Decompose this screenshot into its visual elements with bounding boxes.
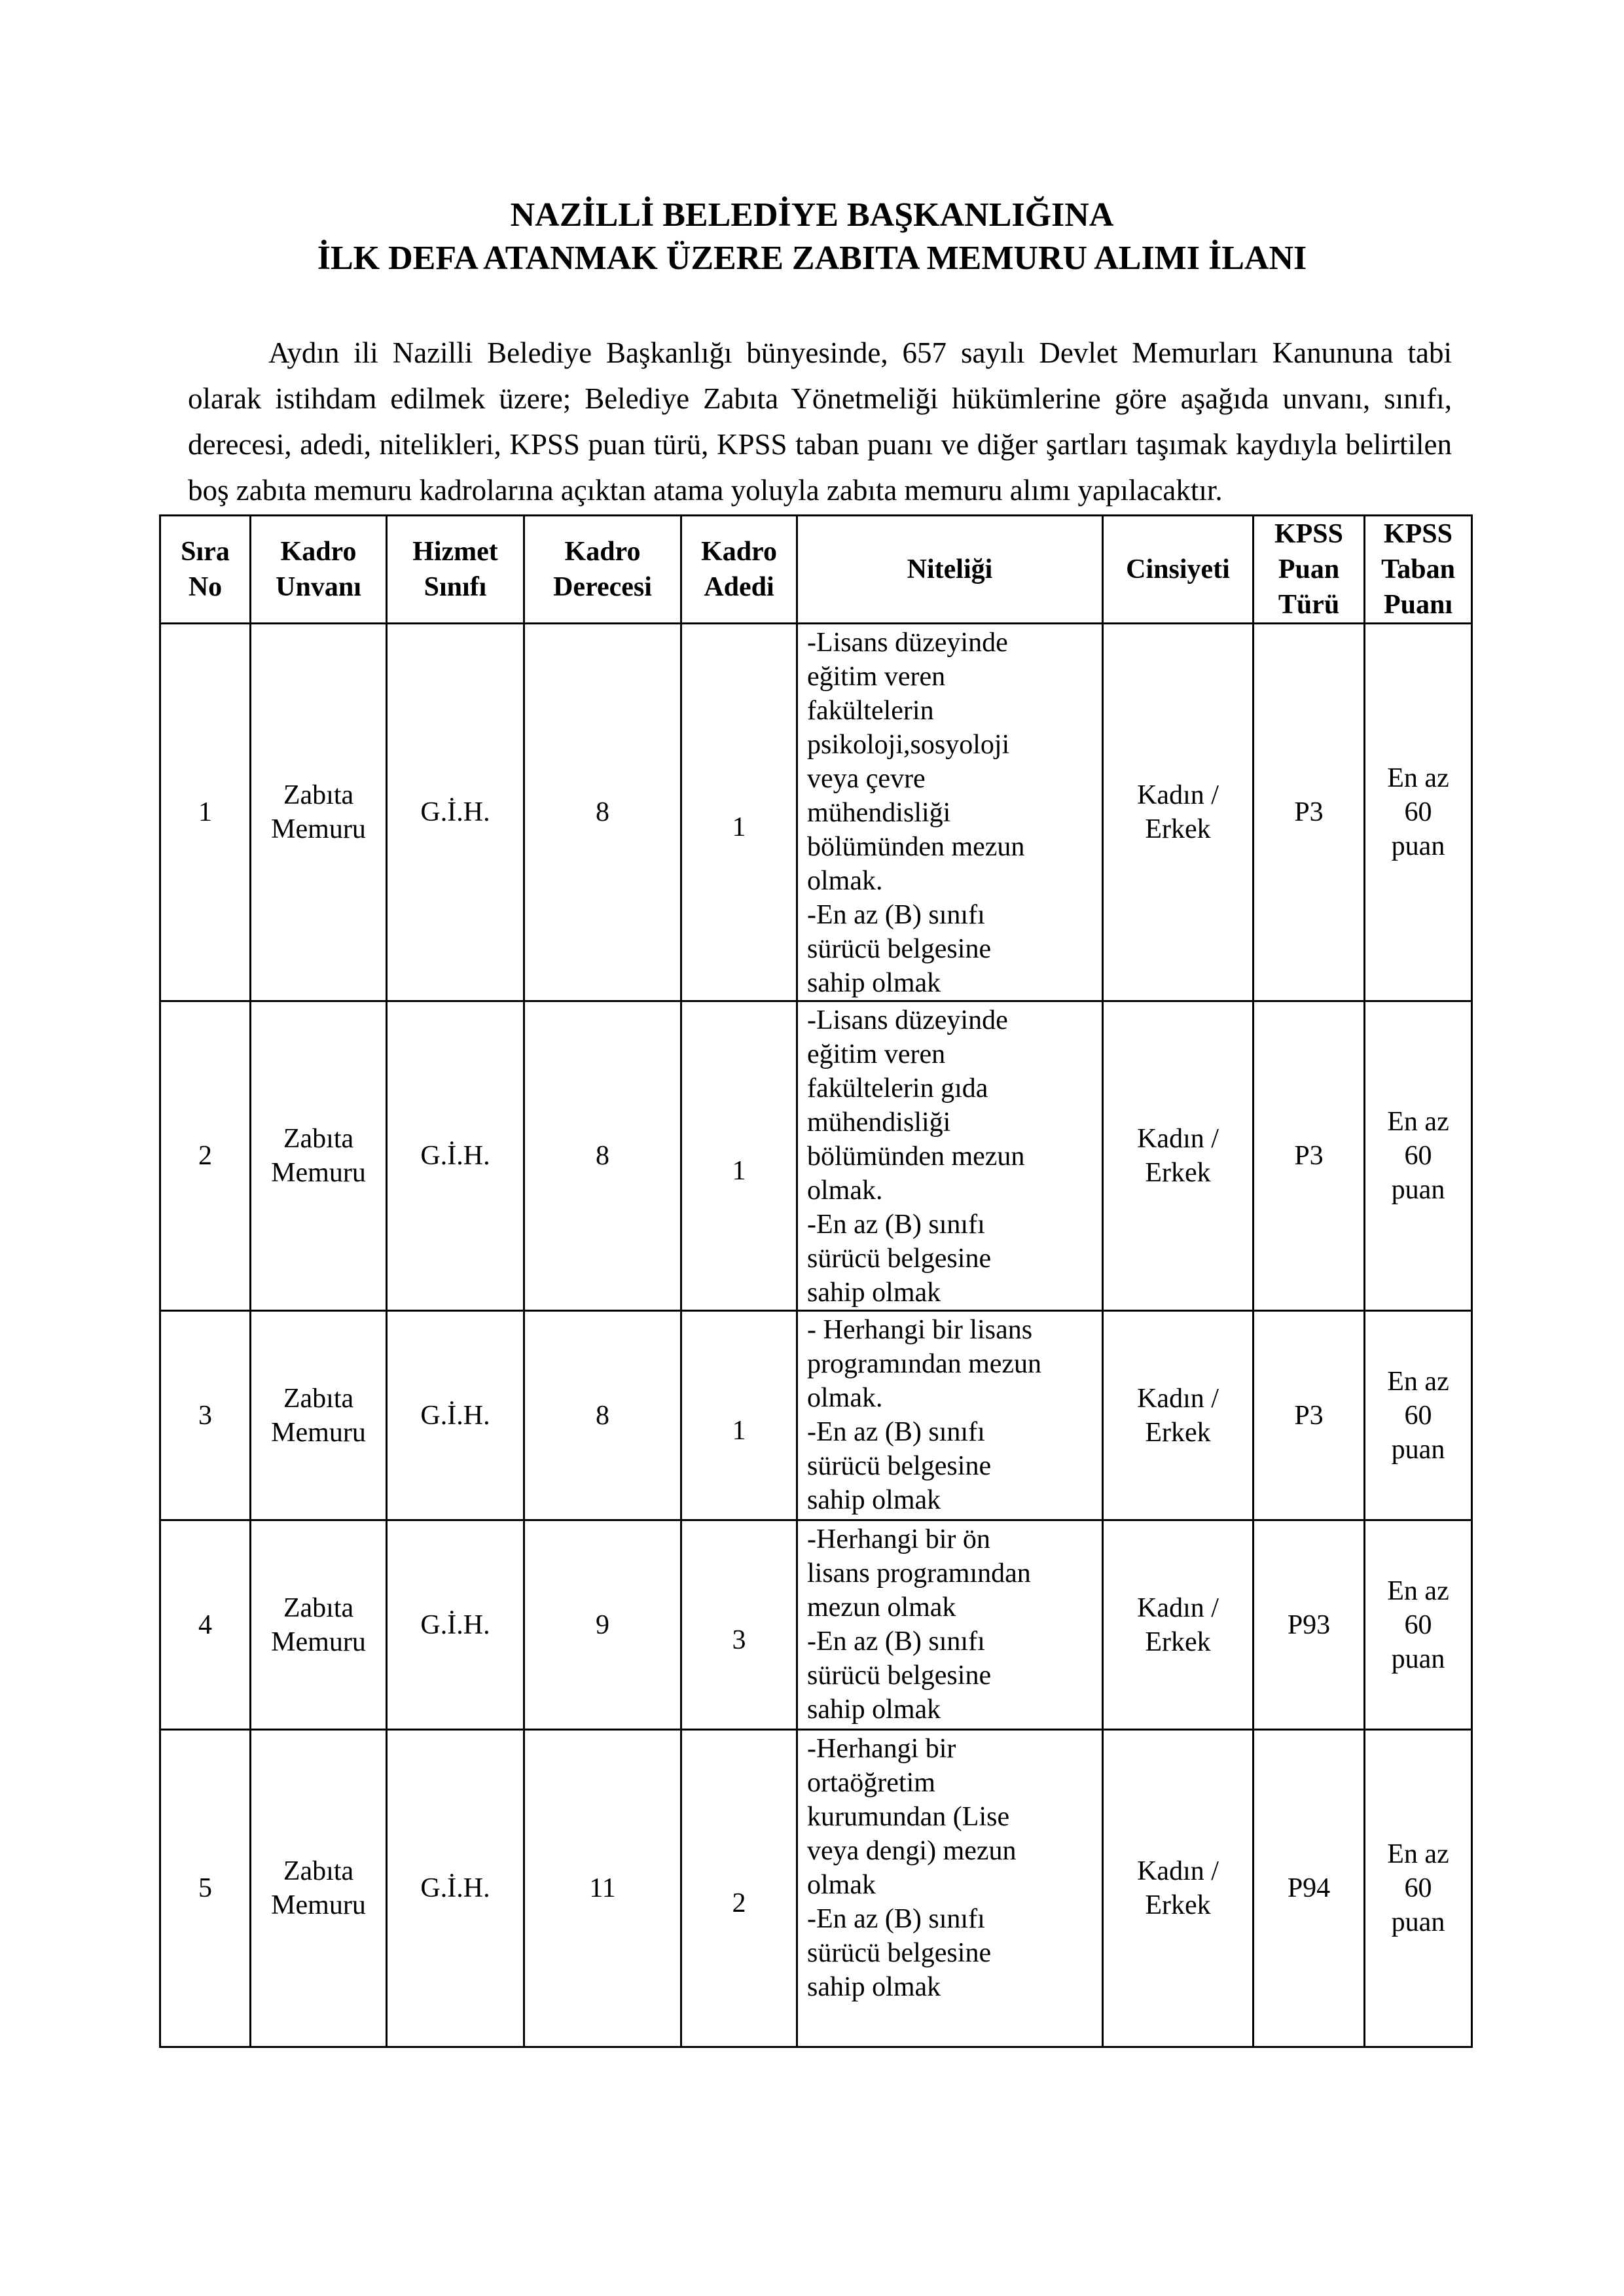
kpss-taban-puani-text: En az 60 puan xyxy=(1387,1839,1449,1937)
cell-kadro-adedi: 2 xyxy=(681,1730,797,2047)
header-kpss-puan-turu: KPSS Puan Türü xyxy=(1254,516,1365,624)
kpss-taban-puani-text: En az 60 puan xyxy=(1387,1107,1449,1205)
header-kadro-unvani: Kadro Unvanı xyxy=(251,516,387,624)
intro-paragraph: Aydın ili Nazilli Belediye Başkanlığı bünyesinde, 657 sayılı Devlet Memurları Kanununa tabi olarak istihdam edilmek üzere; Belediye Zabıta Yönetmeliği hükümlerine göre aşağıda unvanı, sınıfı, derecesi, adedi, nitelikleri, KPSS puan türü, KPSS taban puanı ve diğer şartları taşımak kaydıyla belirtilen boş zabıta memuru kadrolarına açıktan atama yoluyla zabıta memuru alımı yapılacaktır. xyxy=(188,336,1452,507)
kadro-unvani-text: Zabıta Memuru xyxy=(271,1592,366,1657)
cell-hizmet-sinifi: G.İ.H. xyxy=(387,1001,524,1311)
cell-kpss-taban-puani xyxy=(1365,1311,1472,1520)
niteligi-text xyxy=(807,1732,1047,2004)
niteligi-text xyxy=(807,1003,1047,1310)
niteligi-item: - Herhangi bir lisans programından mezun olmak. xyxy=(807,1315,1042,1413)
niteligi-text xyxy=(807,1313,1047,1517)
cell-kadro-derecesi: 8 xyxy=(524,1311,681,1520)
header-cinsiyeti: Cinsiyeti xyxy=(1103,516,1254,624)
cell-sira-no: 1 xyxy=(160,624,251,1001)
niteligi-item: -En az (B) sınıfı sürücü belgesine sahip olmak xyxy=(807,1417,992,1515)
cell-kpss-puan-turu: P3 xyxy=(1254,1001,1365,1311)
table-row-4 xyxy=(160,1520,1472,1730)
cell-kpss-taban-puani xyxy=(1365,1520,1472,1730)
title-line-2: İLK DEFA ATANMAK ÜZERE ZABITA MEMURU ALIMI İLANI xyxy=(317,240,1307,277)
cell-niteligi xyxy=(797,1001,1103,1311)
niteligi-item: -Lisans düzeyinde eğitim veren fakültelerin gıda mühendisliği bölümünden mezun olmak. xyxy=(807,1005,1025,1206)
niteligi-item: -Herhangi bir ön lisans programından mezun olmak xyxy=(807,1524,1031,1623)
cell-sira-no: 4 xyxy=(160,1520,251,1730)
header-kadro-adedi: Kadro Adedi xyxy=(681,516,797,624)
cell-cinsiyeti xyxy=(1103,1311,1254,1520)
cell-kadro-adedi: 3 xyxy=(681,1520,797,1730)
cell-kpss-puan-turu: P3 xyxy=(1254,624,1365,1001)
cell-sira-no: 3 xyxy=(160,1311,251,1520)
header-kadro-derecesi: Kadro Derecesi xyxy=(524,516,681,624)
cell-kpss-taban-puani xyxy=(1365,624,1472,1001)
header-hizmet-sinifi: Hizmet Sınıfı xyxy=(387,516,524,624)
cell-kadro-adedi: 1 xyxy=(681,1311,797,1520)
table-row-5 xyxy=(160,1730,1472,2047)
cell-kadro-derecesi: 8 xyxy=(524,1001,681,1311)
title-line-1: NAZİLLİ BELEDİYE BAŞKANLIĞINA xyxy=(510,196,1114,234)
cell-sira-no: 5 xyxy=(160,1730,251,2047)
cell-sira-no: 2 xyxy=(160,1001,251,1311)
positions-table xyxy=(159,514,1473,2048)
niteligi-item: -En az (B) sınıfı sürücü belgesine sahip olmak xyxy=(807,1210,992,1308)
cell-kadro-unvani xyxy=(251,1001,387,1311)
header-sira-no: Sıra No xyxy=(160,516,251,624)
niteligi-item: -En az (B) sınıfı sürücü belgesine sahip olmak xyxy=(807,1904,992,2002)
kadro-unvani-text: Zabıta Memuru xyxy=(271,1124,366,1188)
kadro-unvani-text: Zabıta Memuru xyxy=(271,1856,366,1920)
table-row-1 xyxy=(160,624,1472,1001)
cell-cinsiyeti xyxy=(1103,1730,1254,2047)
kpss-taban-puani-text: En az 60 puan xyxy=(1387,1575,1449,1674)
cell-kadro-unvani xyxy=(251,1730,387,2047)
niteligi-text xyxy=(807,626,1047,1000)
niteligi-text xyxy=(807,1522,1047,1727)
cell-kadro-adedi: 1 xyxy=(681,624,797,1001)
cell-kpss-taban-puani xyxy=(1365,1001,1472,1311)
cell-kadro-unvani xyxy=(251,1311,387,1520)
cell-hizmet-sinifi: G.İ.H. xyxy=(387,1730,524,2047)
kadro-unvani-text: Zabıta Memuru xyxy=(271,1383,366,1448)
niteligi-item: -Herhangi bir ortaöğretim kurumundan (Lise veya dengi) mezun olmak xyxy=(807,1734,1017,1900)
cinsiyeti-text: Kadın / Erkek xyxy=(1137,1383,1219,1448)
cinsiyeti-text: Kadın / Erkek xyxy=(1137,1124,1219,1188)
table-row-3 xyxy=(160,1311,1472,1520)
cell-niteligi xyxy=(797,1520,1103,1730)
cell-kadro-derecesi: 9 xyxy=(524,1520,681,1730)
cinsiyeti-text: Kadın / Erkek xyxy=(1137,780,1219,844)
niteligi-item: -En az (B) sınıfı sürücü belgesine sahip olmak xyxy=(807,1626,992,1725)
cell-cinsiyeti xyxy=(1103,1520,1254,1730)
cell-kadro-unvani xyxy=(251,1520,387,1730)
cell-niteligi xyxy=(797,1730,1103,2047)
cell-cinsiyeti xyxy=(1103,1001,1254,1311)
header-kpss-taban-puani: KPSS Taban Puanı xyxy=(1365,516,1472,624)
cell-niteligi xyxy=(797,1311,1103,1520)
cell-kadro-derecesi: 8 xyxy=(524,624,681,1001)
cell-kadro-unvani xyxy=(251,624,387,1001)
cell-kpss-puan-turu: P3 xyxy=(1254,1311,1365,1520)
cell-hizmet-sinifi: G.İ.H. xyxy=(387,1311,524,1520)
cell-niteligi xyxy=(797,624,1103,1001)
kpss-taban-puani-text: En az 60 puan xyxy=(1387,1366,1449,1465)
cell-kadro-derecesi: 11 xyxy=(524,1730,681,2047)
cell-hizmet-sinifi: G.İ.H. xyxy=(387,1520,524,1730)
kadro-unvani-text: Zabıta Memuru xyxy=(271,780,366,844)
cell-cinsiyeti xyxy=(1103,624,1254,1001)
cell-kpss-taban-puani xyxy=(1365,1730,1472,2047)
table-row-2 xyxy=(160,1001,1472,1311)
niteligi-item: -En az (B) sınıfı sürücü belgesine sahip olmak xyxy=(807,900,992,998)
cell-kpss-puan-turu: P93 xyxy=(1254,1520,1365,1730)
cell-kadro-adedi: 1 xyxy=(681,1001,797,1311)
table-header-row xyxy=(160,516,1472,624)
header-niteligi: Niteliği xyxy=(797,516,1103,624)
cell-hizmet-sinifi: G.İ.H. xyxy=(387,624,524,1001)
cell-kpss-puan-turu: P94 xyxy=(1254,1730,1365,2047)
cinsiyeti-text: Kadın / Erkek xyxy=(1137,1856,1219,1920)
niteligi-item: -Lisans düzeyinde eğitim veren fakültelerin psikoloji,sosyoloji veya çevre mühendisliği bölümünden mezun olmak. xyxy=(807,628,1025,896)
cinsiyeti-text: Kadın / Erkek xyxy=(1137,1592,1219,1657)
kpss-taban-puani-text: En az 60 puan xyxy=(1387,763,1449,861)
page-title xyxy=(0,0,1624,280)
